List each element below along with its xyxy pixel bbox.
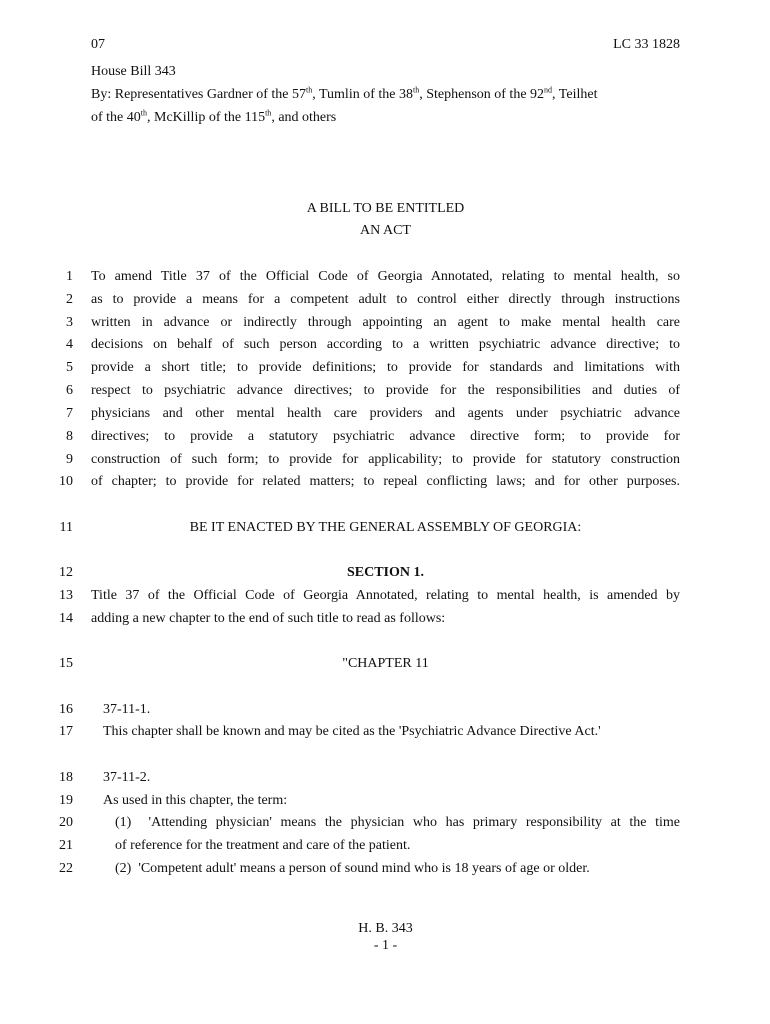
line-number: 12 bbox=[59, 565, 73, 580]
line-text: directives; to provide a statutory psychiatric advance directive form; to provide for bbox=[91, 429, 680, 444]
line-number: 16 bbox=[59, 702, 73, 717]
line-text: provide a short title; to provide definitions; to provide for standards and limitations with bbox=[91, 360, 680, 375]
line-number: 8 bbox=[66, 429, 73, 444]
line-text: construction of such form; to provide for applicability; to provide for statutory construction bbox=[91, 452, 680, 467]
line-text: To amend Title 37 of the Official Code of Georgia Annotated, relating to mental health, so bbox=[91, 269, 680, 284]
sponsors-line-2: of the 40th, McKillip of the 115th, and others bbox=[91, 108, 337, 125]
line-number: 1 bbox=[66, 269, 73, 284]
sponsors-line-1: By: Representatives Gardner of the 57th, Tumlin of the 38th, Stephenson of the 92nd, Teilhet bbox=[91, 85, 598, 102]
line-number: 9 bbox=[66, 452, 73, 467]
bill-heading-line2: AN ACT bbox=[360, 223, 411, 238]
line-number: 14 bbox=[59, 611, 73, 626]
definition-text: (2) 'Competent adult' means a person of sound mind who is 18 years of age or older. bbox=[115, 861, 590, 876]
bill-title: House Bill 343 bbox=[91, 64, 176, 79]
line-number: 22 bbox=[59, 861, 73, 876]
code-section-number: 37-11-1. bbox=[103, 702, 151, 717]
chapter-heading: "CHAPTER 11 bbox=[342, 656, 429, 671]
header-right-code: LC 33 1828 bbox=[613, 37, 680, 52]
line-number: 15 bbox=[59, 656, 73, 671]
line-text: of chapter; to provide for related matters; to repeal conflicting laws; and for other purposes. bbox=[91, 474, 680, 489]
line-number: 18 bbox=[59, 770, 73, 785]
definition-text: (1) 'Attending physician' means the physician who has primary responsibility at the time bbox=[115, 815, 680, 830]
line-text: decisions on behalf of such person according to a written psychiatric advance directive; to bbox=[91, 337, 680, 352]
definition-text: of reference for the treatment and care of the patient. bbox=[115, 838, 411, 853]
line-number: 7 bbox=[66, 406, 73, 421]
header-left-code: 07 bbox=[91, 37, 105, 52]
footer-bill-number: H. B. 343 bbox=[358, 921, 413, 936]
line-text: as to provide a means for a competent adult to control either directly through instructions bbox=[91, 292, 680, 307]
bill-heading-line1: A BILL TO BE ENTITLED bbox=[306, 201, 465, 216]
line-number: 17 bbox=[59, 724, 73, 739]
line-text: adding a new chapter to the end of such title to read as follows: bbox=[91, 611, 446, 626]
line-number: 20 bbox=[59, 815, 73, 830]
line-text: written in advance or indirectly through appointing an agent to make mental health care bbox=[91, 315, 680, 330]
line-text: Title 37 of the Official Code of Georgia Annotated, relating to mental health, is amended by bbox=[91, 588, 680, 603]
line-text: physicians and other mental health care providers and agents under psychiatric advance bbox=[91, 406, 680, 421]
code-section-number: 37-11-2. bbox=[103, 770, 151, 785]
line-number: 10 bbox=[59, 474, 73, 489]
line-number: 5 bbox=[66, 360, 73, 375]
line-number: 11 bbox=[59, 520, 73, 535]
line-number: 2 bbox=[66, 292, 73, 307]
line-number: 13 bbox=[59, 588, 73, 603]
line-number: 3 bbox=[66, 315, 73, 330]
line-number: 21 bbox=[59, 838, 73, 853]
enacting-clause: BE IT ENACTED BY THE GENERAL ASSEMBLY OF GEORGIA: bbox=[189, 520, 582, 535]
line-text: respect to psychiatric advance directives; to provide for the responsibilities and duties of bbox=[91, 383, 680, 398]
line-number: 4 bbox=[66, 337, 73, 352]
line-number: 19 bbox=[59, 793, 73, 808]
line-text: As used in this chapter, the term: bbox=[103, 793, 288, 808]
footer-page-number: - 1 - bbox=[373, 938, 398, 953]
line-number: 6 bbox=[66, 383, 73, 398]
section-heading: SECTION 1. bbox=[346, 565, 425, 580]
line-text: This chapter shall be known and may be cited as the 'Psychiatric Advance Directive Act.' bbox=[103, 724, 601, 739]
